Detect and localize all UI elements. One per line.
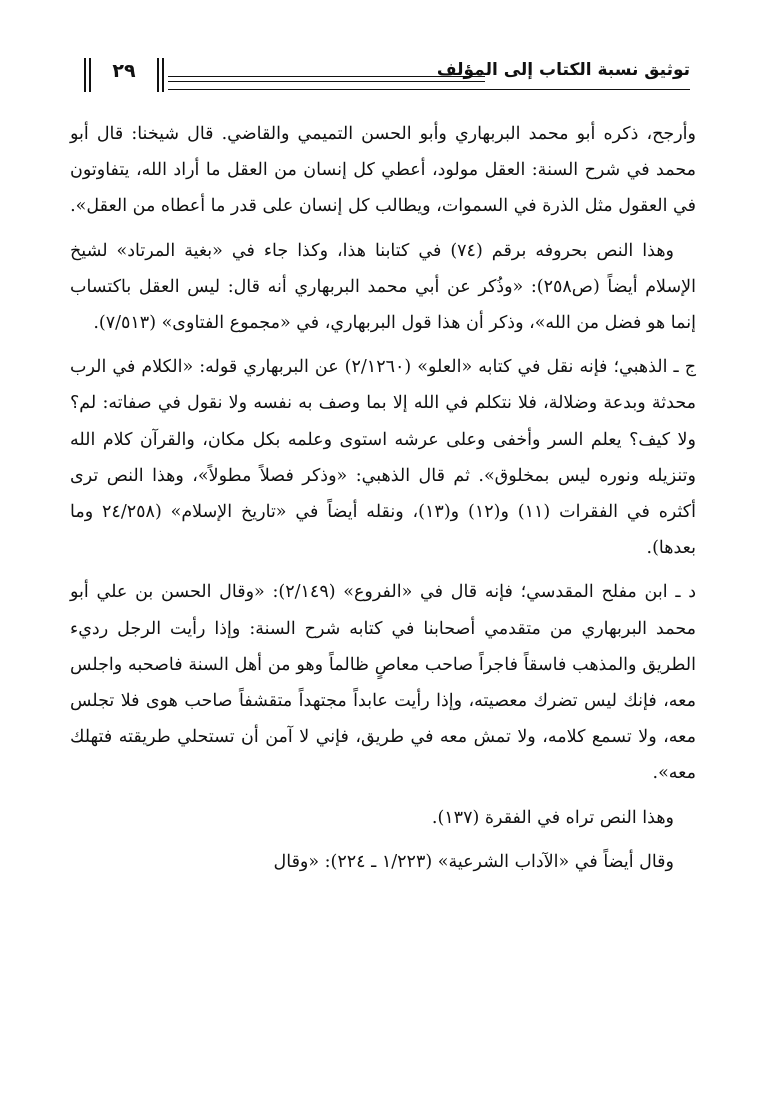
running-header	[80, 56, 690, 96]
left-bar-inner	[89, 58, 91, 92]
right-bar-inner	[157, 58, 159, 92]
header-double-rule	[168, 76, 485, 82]
paragraph-6: وقال أيضاً في «الآداب الشرعية» (١/٢٢٣ ـ ٢٢٤): «وقال	[273, 851, 674, 872]
main-text	[70, 116, 696, 888]
header-bottom-rule	[168, 89, 690, 90]
paragraph-2: وهذا النص بحروفه برقم (٧٤) في كتابنا هذا، وكذا جاء في «بغية المرتاد» لشيخ الإسلام أيضاً (ص٢٥٨): «وذُكر عن أبي محمد البربهاري أنه قال: ليس العقل باكتساب إنما هو فضل من الله»، وذكر أن هذا قول البربهاري، في «مجموع الفتاوى» (٧/٥١٣).	[70, 240, 697, 334]
page-number: ٢٩	[112, 60, 136, 82]
paragraph-3: ج ـ الذهبي؛ فإنه نقل في كتابه «العلو» (٢/١٢٦٠) عن البربهاري قوله: «الكلام في الرب محدثة وبدعة وضلالة، فلا نتكلم في الله إلا بما وصف به نفسه ولا نقول في صفاته: لم؟ ولا كيف؟ يعلم السر وأخفى وعلى عرشه استوى وعلمه بكل مكان، والقرآن كلام الله وتنزيله ونوره ليس بمخلوق». ثم قال الذهبي: «وذكر فصلاً مطولاً»، وهذا النص ترى أكثره في الفقرات (١١) و(١٢) و(١٣)، ونقله أيضاً في «تاريخ الإسلام» (٢٤/٢٥٨ وما بعدها).	[70, 357, 696, 559]
paragraph-4: د ـ ابن مفلح المقدسي؛ فإنه قال في «الفروع» (٢/١٤٩): «وقال الحسن بن علي أبو محمد البربهاري من متقدمي أصحابنا في كتابه شرح السنة: وإذا رأيت الرجل رديء الطريق والمذهب فاسقاً فاجراً صاحب معاصٍ ظالماً وهو من أهل السنة فاصحبه واجلس معه، فإنك ليس تضرك معصيته، وإذا رأيت عابداً مجتهداً متقشفاً صاحب هوى فلا تجلس معه، ولا تسمع كلامه، ولا تمش معه في طريق، فإني لا آمن أن تستحلي طريقته فتهلك معه».	[70, 582, 696, 784]
paragraph-1: وأرجح، ذكره أبو محمد البربهاري وأبو الحسن التميمي والقاضي. قال شيخنا: قال أبو محمد في شرح السنة: العقل مولود، أعطي كل إنسان من العقل ما أراد الله، يتفاوتون في العقول مثل الذرة في السموات، ويطالب كل إنسان على قدر ما أعطاه من العقل».	[70, 124, 696, 217]
left-bar-outer	[84, 58, 86, 92]
header-title: توثيق نسبة الكتاب إلى المؤلف	[436, 60, 690, 80]
right-bar-outer	[162, 58, 164, 92]
page-number-box	[84, 58, 164, 92]
paragraph-5: وهذا النص تراه في الفقرة (١٣٧).	[431, 807, 674, 828]
